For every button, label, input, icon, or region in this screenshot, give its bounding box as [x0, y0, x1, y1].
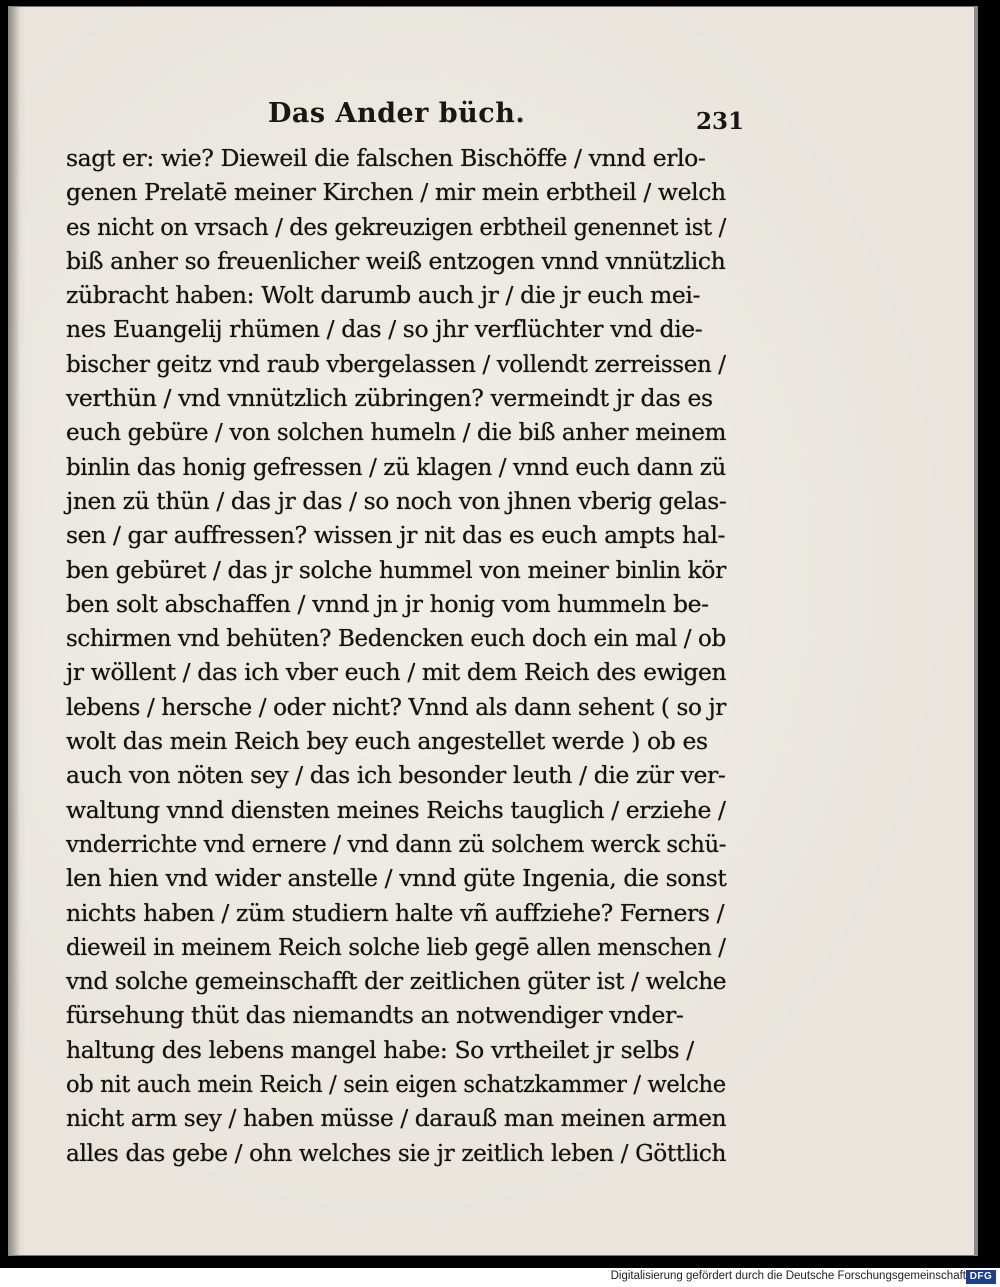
text-line: jr wöllent / das ich vber euch / mit dem Reich des ewigen: [66, 658, 727, 687]
text-line: genen Prelatē meiner Kirchen / mir mein erbtheil / welch: [66, 178, 726, 207]
text-line: verthün / vnd vnnützlich zübringen? vermeindt jr das es: [66, 384, 713, 413]
page-number: 231: [696, 108, 745, 135]
text-line: es nicht on vrsach / des gekreuzigen erbtheil genennet ist /: [66, 212, 726, 241]
text-line: bischer geitz vnd raub vbergelassen / vollendt zerreissen /: [66, 349, 726, 378]
text-line: biß anher so freuenlicher weiß entzogen vnnd vnnützlich: [66, 246, 726, 275]
text-line: vnd solche gemeinschafft der zeitlichen güter ist / welche: [66, 967, 727, 996]
book-page: [8, 6, 978, 1256]
gutter-shadow: [8, 6, 20, 1256]
text-line: jnen zü thün / das jr das / so noch von jhnen vberig gelas-: [66, 486, 727, 515]
text-line: ben gebüret / das jr solche hummel von meiner binlin kör: [66, 555, 726, 584]
text-line: ben solt abschaffen / vnnd jn jr honig vom hummeln be-: [66, 589, 709, 618]
text-line: nes Euangelij rhümen / das / so jhr verflüchter vnd die-: [66, 315, 703, 344]
text-line: nicht arm sey / haben müsse / darauß man meinen armen: [66, 1104, 727, 1133]
dfg-logo: DFG: [966, 1270, 996, 1284]
text-line: wolt das mein Reich bey euch angestellet werde ) ob es: [66, 727, 708, 756]
text-block: [66, 141, 726, 1170]
page-edge: [974, 6, 978, 1256]
text-line: sen / gar auffressen? wissen jr nit das es euch ampts hal-: [66, 521, 725, 550]
funding-credit: Digitalisierung gefördert durch die Deutsche Forschungsgemeinschaft: [610, 1270, 966, 1282]
text-line: fürsehung thüt das niemandts an notwendiger vnder-: [66, 1001, 684, 1030]
text-line: sagt er: wie? Dieweil die falschen Bischöffe / vnnd erlo-: [66, 144, 706, 172]
text-line: lebens / hersche / oder nicht? Vnnd als dann sehent ( so jr: [66, 692, 726, 721]
running-head: Das Ander büch.: [268, 98, 526, 129]
text-line: alles das gebe / ohn welches sie jr zeitlich leben / Göttlich: [66, 1138, 727, 1167]
text-line: schirmen vnd behüten? Bedencken euch doch ein mal / ob: [66, 624, 726, 653]
text-line: dieweil in meinem Reich solche lieb gegē allen menschen /: [66, 932, 726, 961]
text-line: zübracht haben: Wolt darumb auch jr / die jr euch mei-: [66, 281, 701, 310]
text-line: euch gebüre / von solchen humeln / die biß anher meinem: [66, 418, 727, 447]
text-line: len hien vnd wider anstelle / vnnd güte Ingenia, die sonst: [66, 864, 727, 893]
text-line: waltung vnnd diensten meines Reichs tauglich / erziehe /: [66, 795, 726, 824]
text-line: haltung des lebens mangel habe: So vrtheilet jr selbs /: [66, 1035, 694, 1064]
text-line: binlin das honig gefressen / zü klagen / vnnd euch dann zü: [66, 452, 726, 481]
text-line: vnderrichte vnd ernere / vnd dann zü solchem werck schü-: [66, 829, 727, 858]
text-line: auch von nöten sey / das ich besonder leuth / die zür ver-: [66, 761, 726, 790]
text-line: ob nit auch mein Reich / sein eigen schatzkammer / welche: [66, 1070, 726, 1099]
text-line: nichts haben / züm studiern halte vñ auffziehe? Ferners /: [66, 898, 725, 927]
